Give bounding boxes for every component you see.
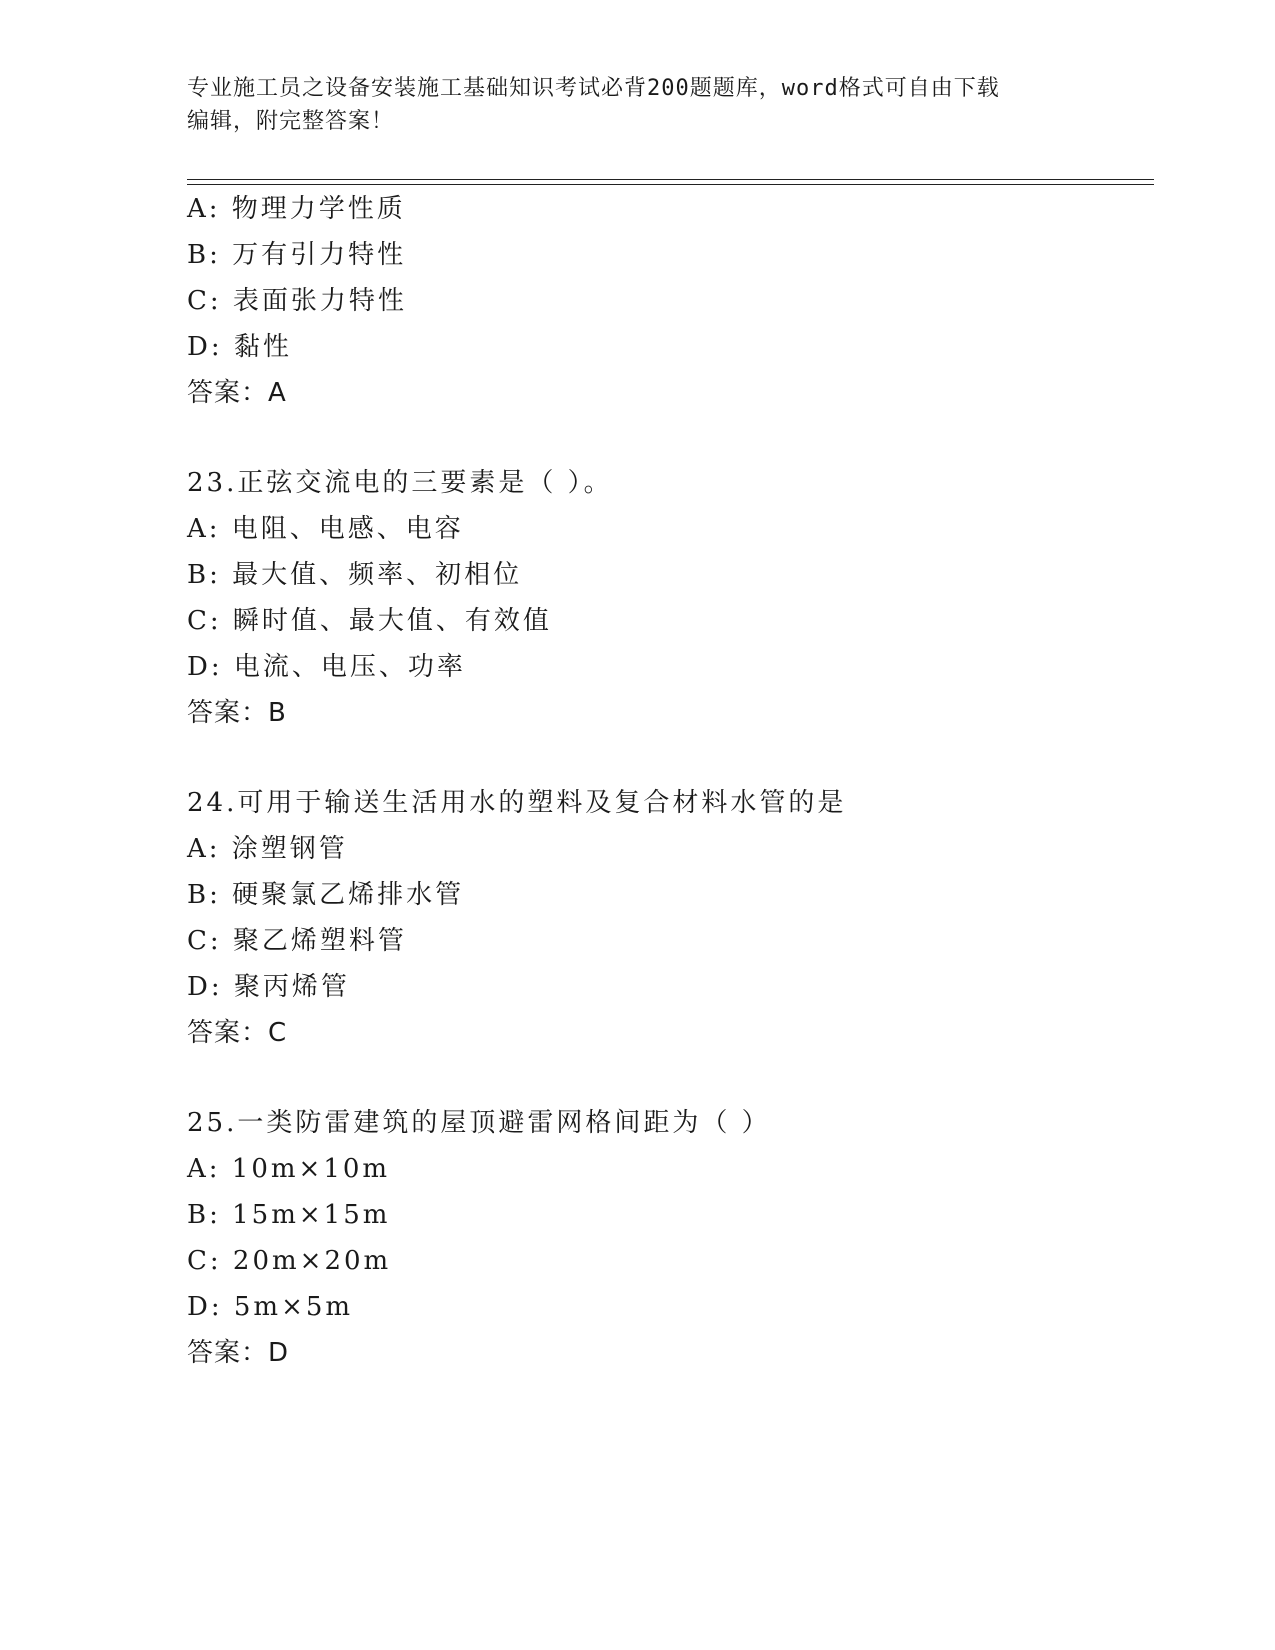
header-divider-top (187, 179, 1154, 180)
document-header (187, 72, 1087, 138)
option-a: A: 涂塑钢管 (187, 834, 348, 864)
answer-line: 答案：C (187, 1018, 288, 1048)
question-block-25 (187, 1100, 1147, 1376)
header-title-line-2: 编辑，附完整答案！ (187, 109, 395, 134)
option-c: C: 表面张力特性 (187, 286, 407, 316)
answer-line: 答案：A (187, 378, 287, 408)
option-c: C: 20m×20m (187, 1246, 392, 1276)
option-a: A: 电阻、电感、电容 (187, 514, 464, 544)
question-block-23 (187, 460, 1147, 736)
option-b: B: 硬聚氯乙烯排水管 (187, 880, 465, 910)
header-title-line-1: 专业施工员之设备安装施工基础知识考试必背200题题库，word格式可自由下载 (187, 76, 1000, 101)
question-text: 25.一类防雷建筑的屋顶避雷网格间距为（ ） (187, 1108, 771, 1138)
question-text: 24.可用于输送生活用水的塑料及复合材料水管的是 (187, 788, 847, 818)
option-d: D: 5m×5m (187, 1292, 354, 1322)
option-d: D: 聚丙烯管 (187, 972, 350, 1002)
spacer (187, 1056, 1147, 1100)
spacer (187, 736, 1147, 780)
option-c: C: 聚乙烯塑料管 (187, 926, 407, 956)
answer-line: 答案：B (187, 698, 287, 728)
header-divider-bottom (187, 184, 1154, 185)
option-c: C: 瞬时值、最大值、有效值 (187, 606, 552, 636)
option-d: D: 电流、电压、功率 (187, 652, 466, 682)
question-block-22 (187, 186, 1147, 416)
option-a: A: 物理力学性质 (187, 194, 406, 224)
option-b: B: 15m×15m (187, 1200, 391, 1230)
spacer (187, 416, 1147, 460)
question-block-24 (187, 780, 1147, 1056)
option-d: D: 黏性 (187, 332, 292, 362)
answer-line: 答案：D (187, 1338, 290, 1368)
question-text: 23.正弦交流电的三要素是（ ）。 (187, 468, 613, 498)
option-a: A: 10m×10m (187, 1154, 391, 1184)
question-list (187, 186, 1147, 1376)
option-b: B: 最大值、频率、初相位 (187, 560, 523, 590)
option-b: B: 万有引力特性 (187, 240, 407, 270)
